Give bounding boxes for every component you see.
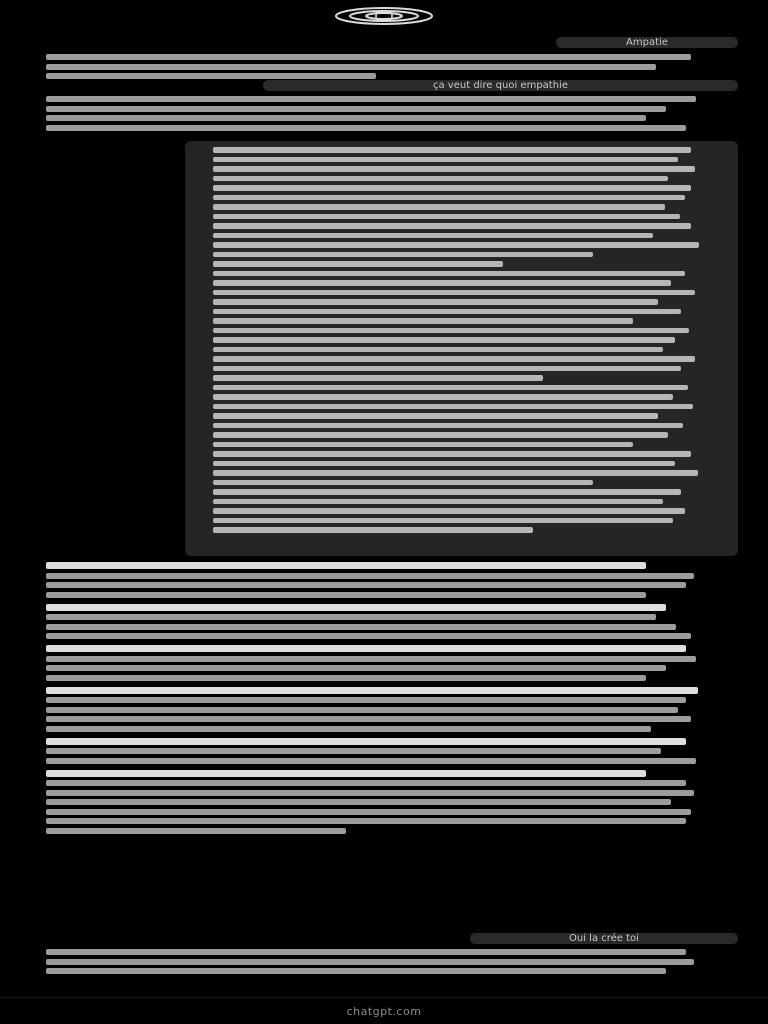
domain-label: chatgpt.com <box>346 1004 422 1018</box>
user-message: Ampatie <box>556 37 738 48</box>
assistant-message-panel <box>185 141 738 556</box>
assistant-message <box>46 96 696 134</box>
user-message: Oui la crée toi <box>470 933 738 944</box>
assistant-message <box>46 949 696 978</box>
assistant-message <box>46 560 696 837</box>
browser-footer <box>0 997 768 1024</box>
user-message: ça veut dire quoi empathie <box>263 80 738 91</box>
assistant-message <box>46 54 696 83</box>
chatgpt-logo-icon <box>0 4 768 28</box>
